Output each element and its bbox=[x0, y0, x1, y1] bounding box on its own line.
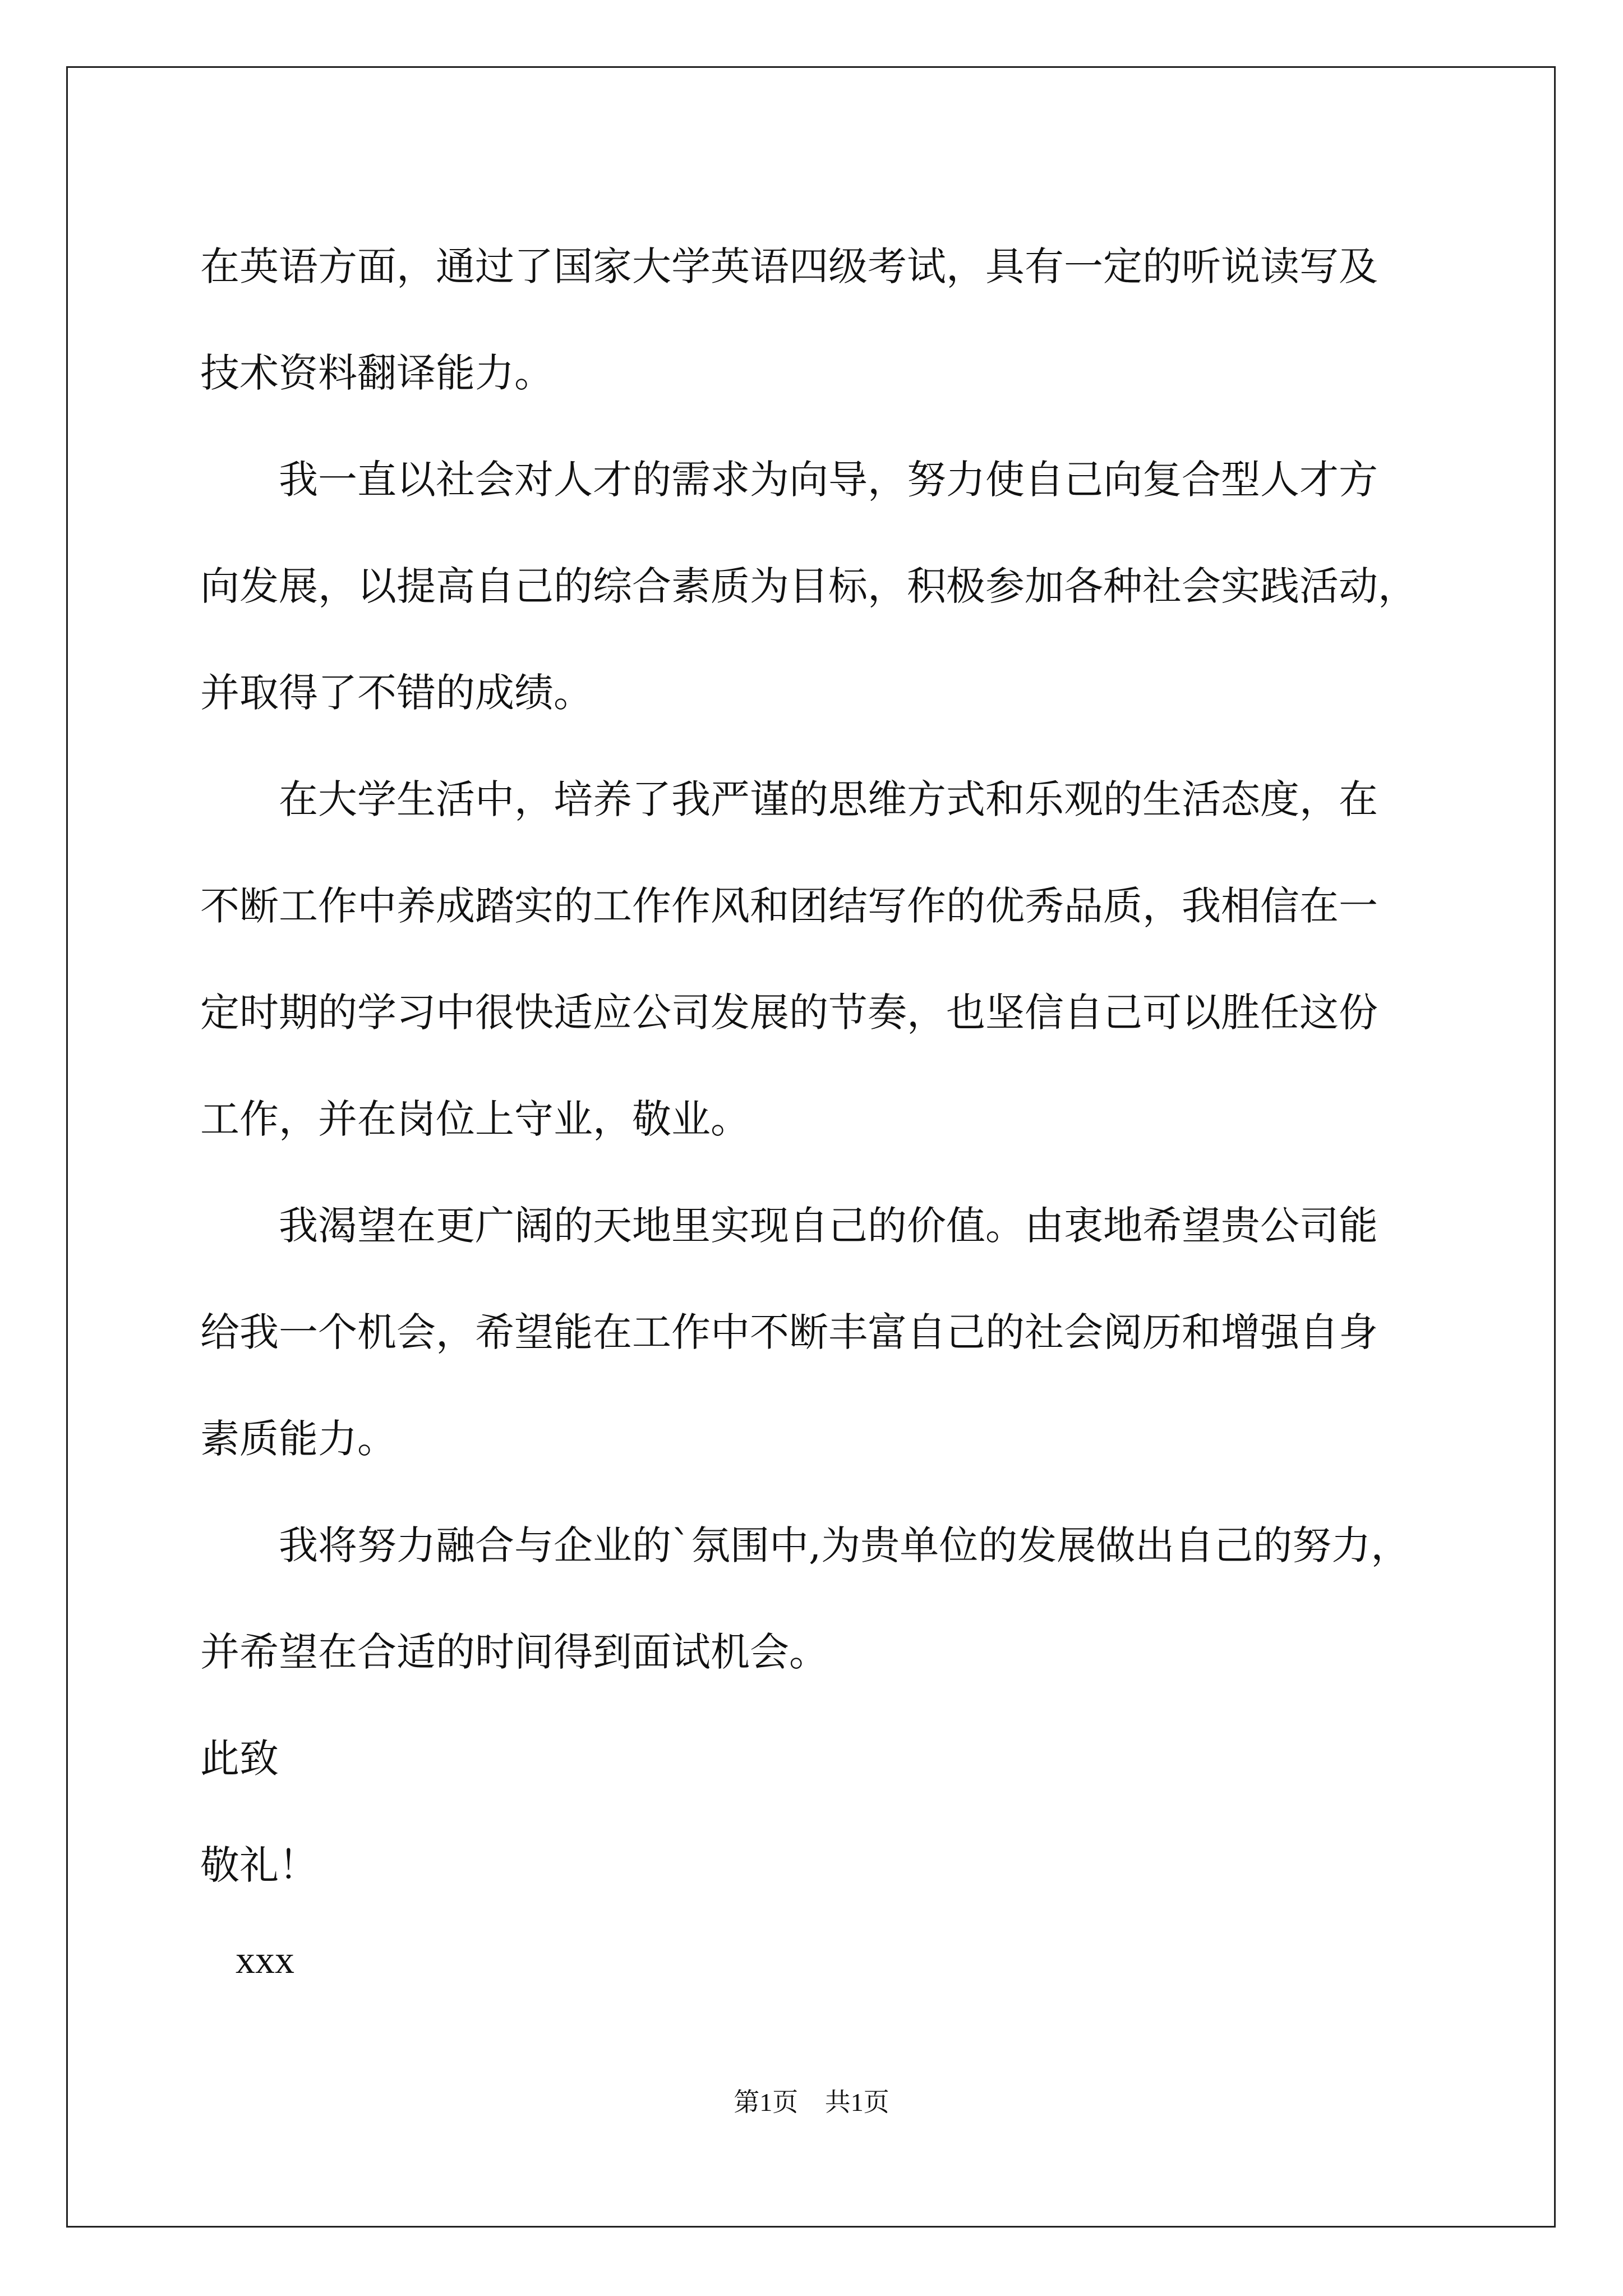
letter-line: 并希望在合适的时间得到面试机会。 bbox=[200, 1629, 828, 1675]
letter-line: 向发展，以提高自己的综合素质为目标，积极参加各种社会实践活动， bbox=[200, 563, 1417, 609]
letter-line: 给我一个机会，希望能在工作中不断丰富自己的社会阅历和增强自身 bbox=[200, 1309, 1378, 1355]
letter-line: 并取得了不错的成绩。 bbox=[200, 670, 593, 716]
letter-line: 定时期的学习中很快适应公司发展的节奏，也坚信自己可以胜任这份 bbox=[200, 990, 1378, 1036]
page-footer bbox=[0, 2086, 1623, 2119]
letter-line: 不断工作中养成踏实的工作作风和团结写作的优秀品质，我相信在一 bbox=[200, 883, 1378, 929]
letter-body bbox=[200, 213, 1434, 1918]
signature: xxx bbox=[236, 1939, 294, 1982]
letter-line: 技术资料翻译能力。 bbox=[200, 350, 554, 396]
letter-line: 素质能力。 bbox=[200, 1416, 396, 1462]
letter-line: 在大学生活中，培养了我严谨的思维方式和乐观的生活态度，在 bbox=[200, 776, 1378, 822]
letter-line: 在英语方面，通过了国家大学英语四级考试，具有一定的听说读写及 bbox=[200, 243, 1378, 289]
page-number-total: 共1页 bbox=[824, 2088, 889, 2116]
letter-line: 工作，并在岗位上守业，敬业。 bbox=[200, 1096, 750, 1142]
closing-salutation: 此致 bbox=[200, 1736, 279, 1782]
closing-regards: 敬礼！ bbox=[200, 1842, 318, 1888]
letter-line: 我一直以社会对人才的需求为向导，努力使自己向复合型人才方 bbox=[200, 457, 1378, 503]
letter-line: 我将努力融合与企业的`氛围中,为贵单位的发展做出自己的努力， bbox=[200, 1522, 1410, 1568]
page-number-current: 第1页 bbox=[734, 2088, 799, 2116]
letter-line: 我渴望在更广阔的天地里实现自己的价值。由衷地希望贵公司能 bbox=[200, 1203, 1378, 1249]
